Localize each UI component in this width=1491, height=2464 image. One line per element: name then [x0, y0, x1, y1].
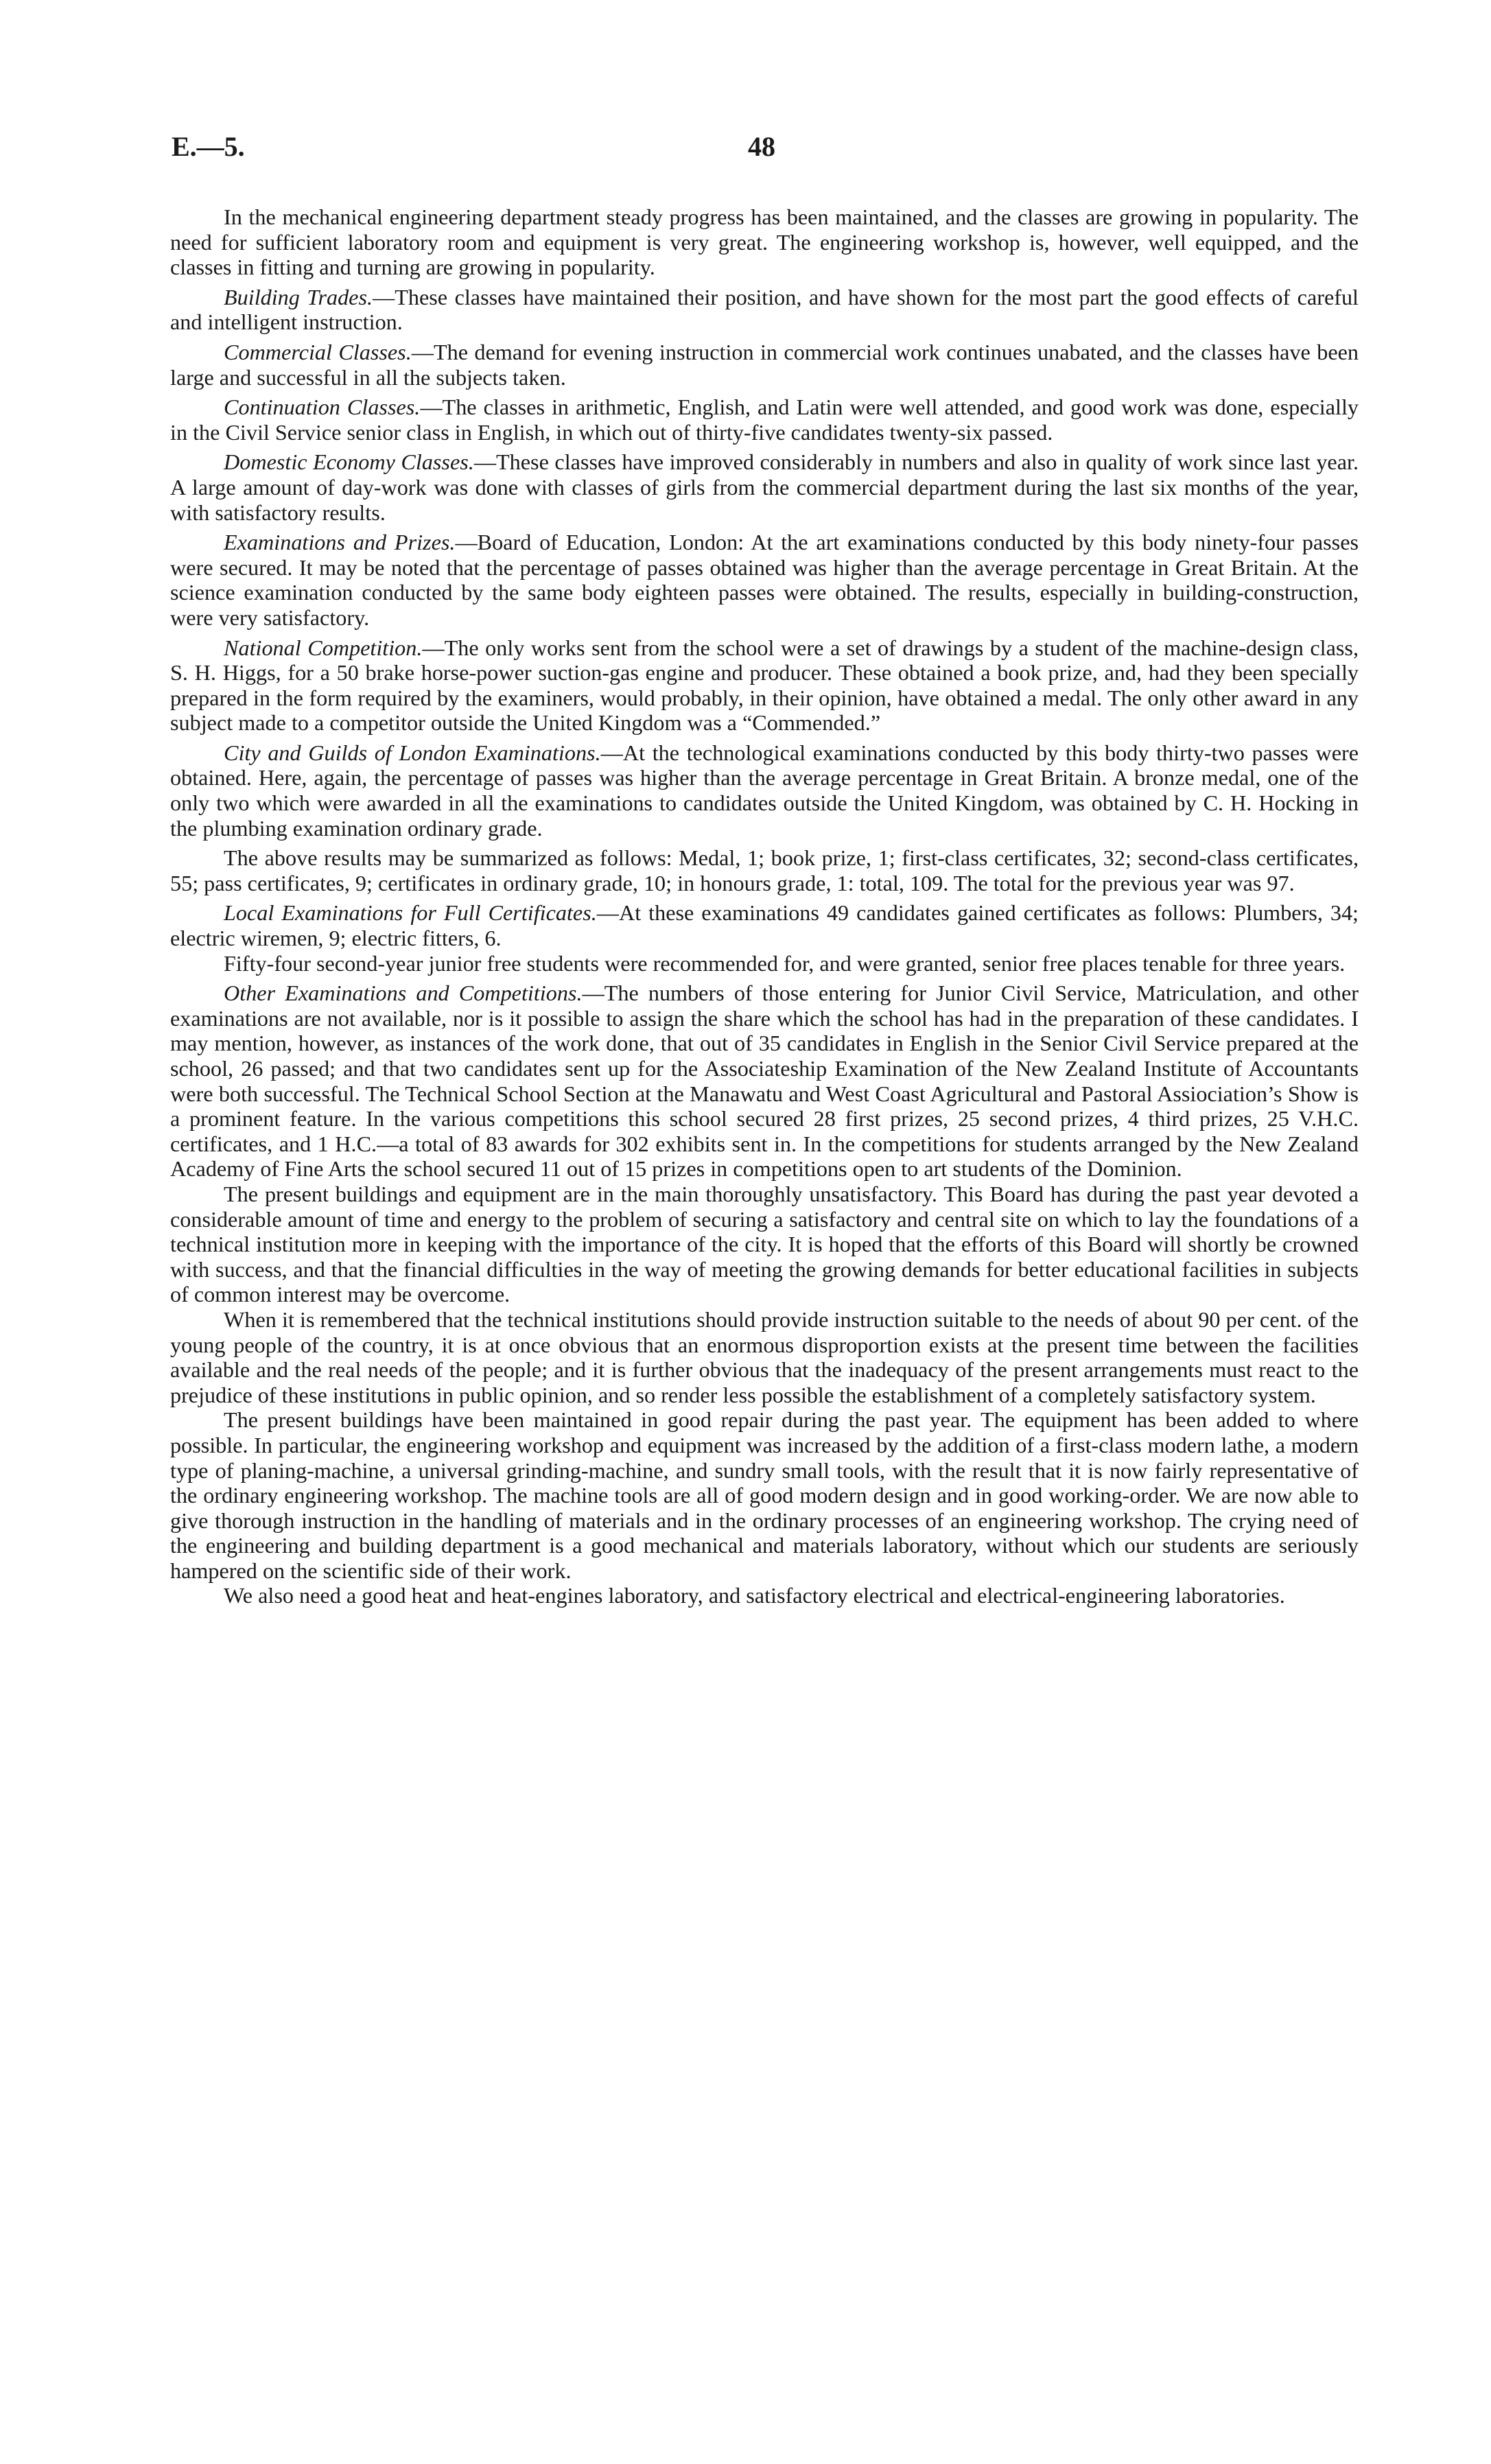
paragraph-text: —The classes in arithmetic, English, and Latin were well attended, and good work was done, especially in the Civil Service senior class in English, in which out of thirty-five candidates twenty-six passed. — [170, 395, 1359, 445]
paragraph-heading: Building Trades. — [224, 284, 373, 309]
paragraph-technical-institutions — [170, 1307, 1359, 1407]
paragraph-heading: National Competition. — [224, 635, 423, 660]
paragraph-text: —The only works sent from the school were a set of drawings by a student of the machine-design class, S. H. Higgs, for a 50 brake horse-power suction-gas engine and producer. These obtained a book prize, and, had they been specially prepared in the form required by the examiners, would probably, in their opinion, have obtained a medal. The only other award in any subject made to a competitor outside the United Kingdom was a “Commended.” — [170, 635, 1359, 736]
paragraph-text: —The demand for evening instruction in commercial work continues unabated, and the classes have been large and successful in all the subjects taken. — [170, 339, 1359, 390]
paragraph-heading: Commercial Classes. — [224, 339, 412, 364]
paragraph-text: The present buildings and equipment are in the main thoroughly unsatisfactory. This Board has during the past year devoted a considerable amount of time and energy to the problem of securing a satisfactory and central site on which to lay the foundations of a technical institution more in keeping with the importance of the city. It is hoped that the efforts of this Board will shortly be crowned with success, and that the financial difficulties in the way of meeting the growing demands for better educational facilities in subjects of common interest may be overcome. — [170, 1181, 1359, 1307]
paragraph-text: —These classes have improved considerably in numbers and also in quality of work since last year. A large amount of day-work was done with classes of girls from the commercial department during the last six months of the year, with satisfactory results. — [170, 449, 1359, 525]
paragraph-mechanical-engineering — [170, 204, 1359, 280]
page-number: 48 — [748, 131, 775, 162]
paragraph-text: —At the technological examinations conducted by this body thirty-two passes were obtained. Here, again, the percentage of passes was higher than the average percentage in Great Britain. A bronze medal, one of the only two which were awarded in all the examinations to candidates outside the United Kingdom, was obtained by C. H. Hocking in the plumbing examination ordinary grade. — [170, 740, 1359, 841]
paragraph-text: Fifty-four second-year junior free students were recommended for, and were granted, senior free places tenable for three years. — [224, 950, 1346, 976]
paragraph-text: The present buildings have been maintained in good repair during the past year. The equipment has been added to where possible. In particular, the engineering workshop and equipment was increased by the addition of a first-class modern lathe, a modern type of planing-machine, a universal grinding-machine, and sundry small tools, with the result that it is now fairly representative of the ordinary engineering workshop. The machine tools are all of good modern design and in good working-order. We are now able to give thorough instruction in the handling of materials and in the ordinary processes of an engineering workshop. The crying need of the engineering and building department is a good mechanical and materials laboratory, without which our students are seriously hampered on the scientific side of their work. — [170, 1407, 1359, 1583]
paragraph-text: —The numbers of those entering for Junior Civil Service, Matriculation, and other examinations are not available, nor is it possible to assign the share which the school has had in the preparation of these candidates. I may mention, however, as instances of the work done, that out of 35 candidates in English in the Senior Civil Service prepared at the school, 26 passed; and that two candidates sent up for the Associateship Examination of the New Zealand Institute of Accountants were both successful. The Technical School Section at the Manawatu and West Coast Agricultural and Pastoral Assiociation’s Show is a prominent feature. In the various competitions this school secured 28 first prizes, 25 second prizes, 4 third prizes, 25 V.H.C. certificates, and 1 H.C.—a total of 83 awards for 302 exhibits sent in. In the competitions for students arranged by the New Zealand Academy of Fine Arts the school secured 11 out of 15 prizes in competitions open to art students of the Dominion. — [170, 981, 1359, 1182]
paragraph-building-trades — [170, 285, 1359, 335]
paragraph-text: The above results may be summarized as follows: Medal, 1; book prize, 1; first-class certificates, 32; second-class certificates, 55; pass certificates, 9; certificates in ordinary grade, 10; in honours grade, 1: total, 109. The total for the previous year was 97. — [170, 845, 1359, 895]
paragraph-text: In the mechanical engineering department steady progress has been maintained, and the classes are growing in popularity. The need for sufficient laboratory room and equipment is very great. The engineering workshop is, however, well equipped, and the classes in fitting and turning are growing in popularity. — [170, 204, 1359, 280]
paragraph-continuation-classes — [170, 395, 1359, 445]
paragraph-text: —These classes have maintained their position, and have shown for the most part the good effects of careful and intelligent instruction. — [170, 284, 1359, 335]
paragraph-laboratories — [170, 1583, 1359, 1608]
paragraph-examinations-prizes — [170, 530, 1359, 630]
paragraph-text: When it is remembered that the technical institutions should provide instruction suitable to the needs of about 90 per cent. of the young people of the country, it is at once obvious that an enormous disproportion exists at the present time between the facilities available and the real needs of the people; and it is further obvious that the inadequacy of the present arrangements must react to the prejudice of these institutions in public opinion, and so render less possible the establishment of a completely satisfactory system. — [170, 1306, 1359, 1407]
paragraph-heading: Continuation Classes. — [224, 395, 421, 420]
paragraph-commercial-classes — [170, 340, 1359, 390]
paragraph-domestic-economy — [170, 449, 1359, 525]
page-header — [170, 130, 1359, 176]
body-text — [170, 204, 1359, 1608]
paragraph-heading: Local Examinations for Full Certificates. — [224, 900, 597, 926]
paragraph-present-buildings — [170, 1182, 1359, 1307]
paragraph-heading: Examinations and Prizes. — [224, 530, 456, 555]
paragraph-other-examinations — [170, 981, 1359, 1182]
paragraph-free-places — [170, 951, 1359, 976]
paragraph-local-examinations — [170, 900, 1359, 950]
paragraph-city-guilds — [170, 740, 1359, 841]
paragraph-equipment — [170, 1407, 1359, 1583]
document-page — [170, 130, 1359, 1608]
paragraph-heading: Other Examinations and Competitions. — [224, 981, 583, 1006]
paragraph-text: —Board of Education, London: At the art examinations conducted by this body ninety-four passes were secured. It may be noted that the percentage of passes obtained was higher than the average percentage in Great Britain. At the science examination conducted by the same body eighteen passes were obtained. The results, especially in building-construction, were very satisfactory. — [170, 530, 1359, 630]
paragraph-text: —At these examinations 49 candidates gained certificates as follows: Plumbers, 34; electric wiremen, 9; electric fitters, 6. — [170, 900, 1359, 951]
paragraph-text: We also need a good heat and heat-engines laboratory, and satisfactory electrical and electrical-engineering laboratories. — [224, 1583, 1285, 1608]
paragraph-national-competition — [170, 635, 1359, 736]
paragraph-heading: City and Guilds of London Examinations. — [224, 740, 601, 765]
paragraph-heading: Domestic Economy Classes. — [224, 449, 474, 475]
paragraph-results-summary — [170, 845, 1359, 895]
report-reference: E.—5. — [172, 131, 245, 162]
